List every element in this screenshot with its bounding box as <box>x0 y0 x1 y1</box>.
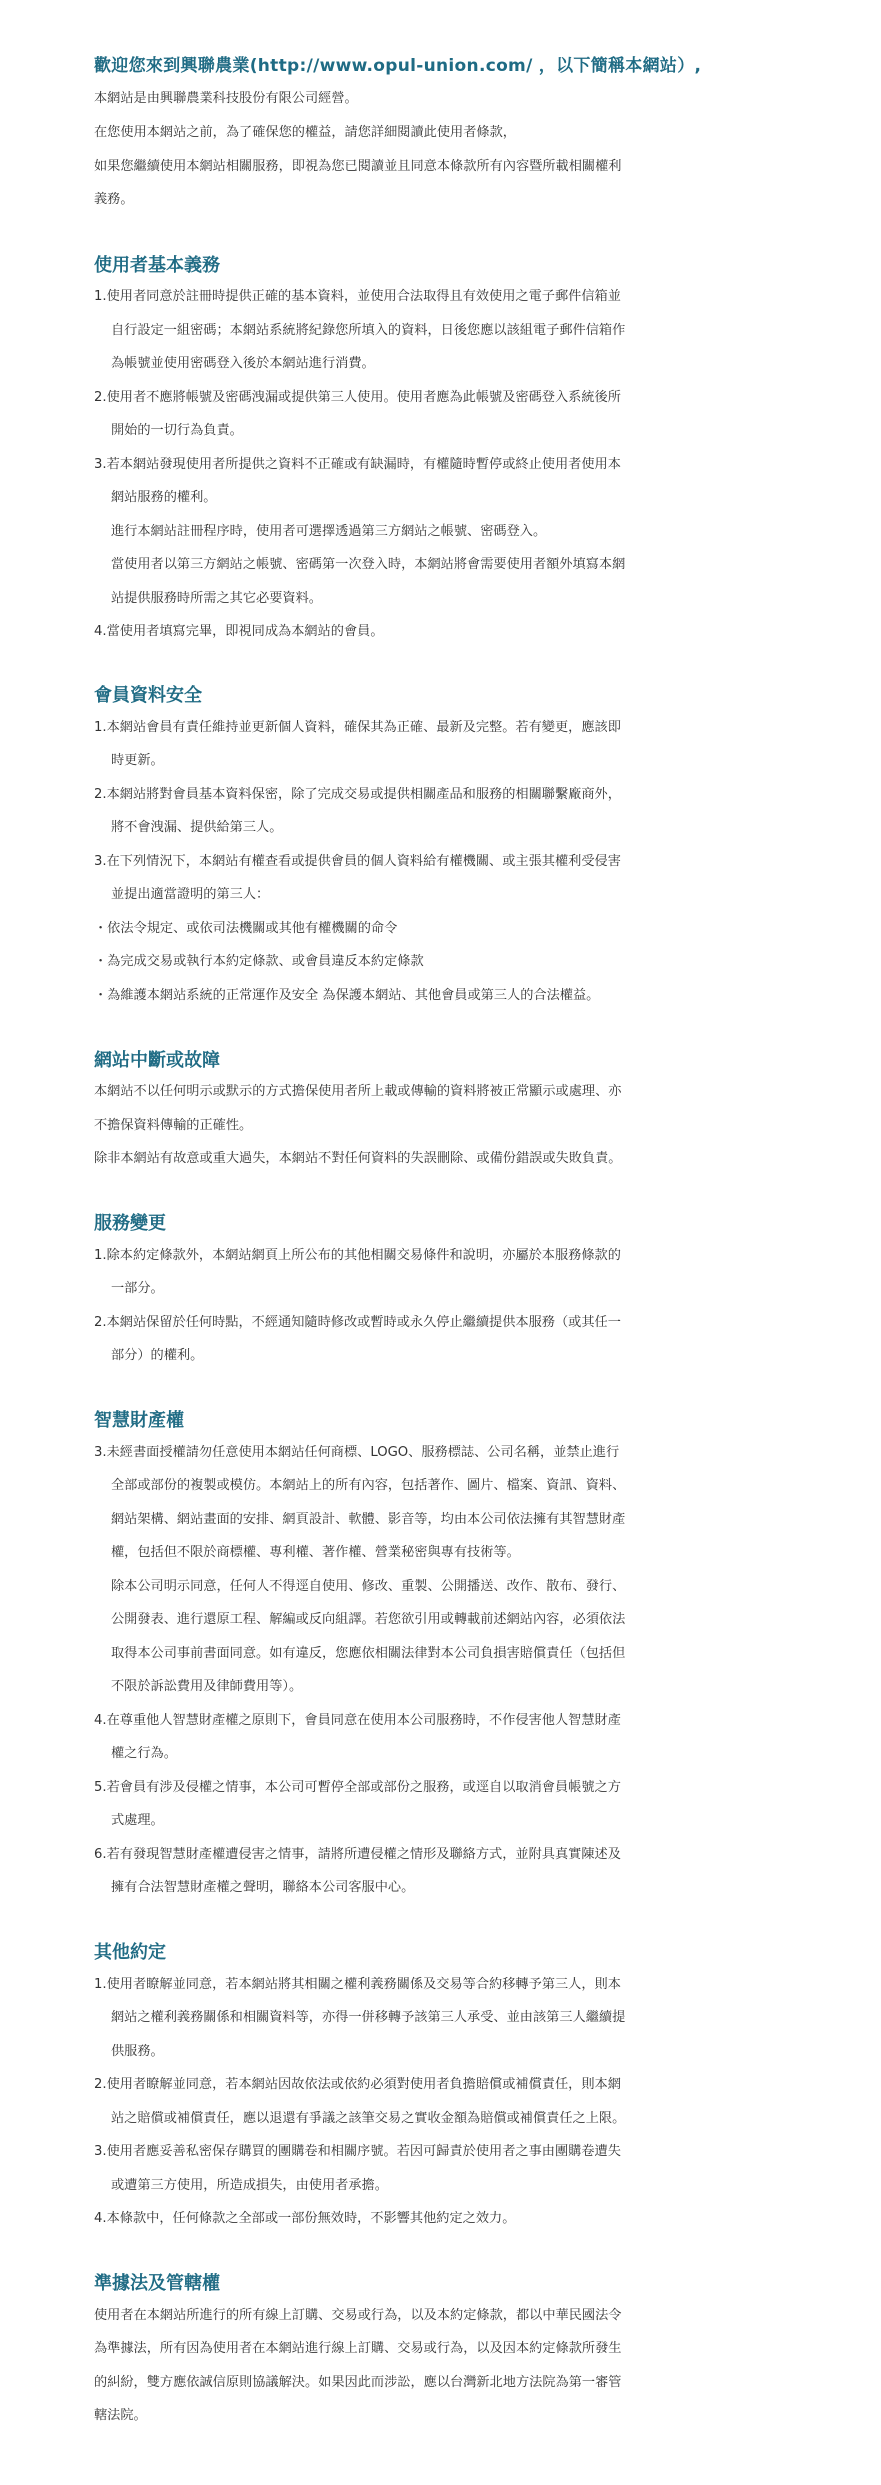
section-line: 1.使用者瞭解並同意，若本網站將其相關之權利義務關係及交易等合約移轉予第三人，則本 <box>94 1977 621 1992</box>
intro-line: 如果您繼續使用本網站相關服務，即視為您已閱讀並且同意本條款所有內容暨所載相關權利 <box>94 159 622 174</box>
section-line: 3.使用者應妥善私密保存購買的團購卷和相關序號。若因可歸責於使用者之事由團購卷遭失 <box>94 2144 621 2159</box>
section-line: 部分）的權利。 <box>111 1348 204 1363</box>
section-line: 不限於訴訟費用及律師費用等）。 <box>111 1679 303 1694</box>
section-line: 4.本條款中，任何條款之全部或一部份無效時，不影響其他約定之效力。 <box>94 2211 516 2226</box>
section-line: 本網站不以任何明示或默示的方式擔保使用者所上載或傳輸的資料將被正常顯示或處理、亦 <box>94 1084 622 1099</box>
section-line: 進行本網站註冊程序時，使用者可選擇透過第三方網站之帳號、密碼登入。 <box>111 524 547 539</box>
section-line: 或遭第三方使用，所造成損失，由使用者承擔。 <box>111 2178 388 2193</box>
intro-title: 歡迎您來到興聯農業(http://www.opul-union.com/ ，以下簡稱本網站）, <box>94 56 702 76</box>
bullet-line: ・為完成交易或執行本約定條款、或會員違反本約定條款 <box>94 954 424 969</box>
section-line: 5.若會員有涉及侵權之情事，本公司可暫停全部或部份之服務，或逕自以取消會員帳號之方 <box>94 1780 621 1795</box>
section-line: 網站之權利義務關係和相關資料等，亦得一併移轉予該第三人承受、並由該第三人繼續提 <box>111 2010 626 2025</box>
section-title-site-interruption: 網站中斷或故障 <box>94 1050 220 1071</box>
section-line: 3.若本網站發現使用者所提供之資料不正確或有缺漏時，有權隨時暫停或終止使用者使用本 <box>94 457 621 472</box>
section-line: 2.本網站保留於任何時點，不經通知隨時修改或暫時或永久停止繼續提供本服務（或其任一 <box>94 1315 621 1330</box>
section-line: 公開發表、進行還原工程、解編或反向組譯。若您欲引用或轉載前述網站內容，必須依法 <box>111 1612 626 1627</box>
section-line: 3.在下列情況下，本網站有權查看或提供會員的個人資料給有權機關、或主張其權利受侵害 <box>94 854 621 869</box>
section-line: 式處理。 <box>111 1813 164 1828</box>
section-line: 權，包括但不限於商標權、專利權、著作權、營業秘密與專有技術等。 <box>111 1545 520 1560</box>
section-line: 1.除本約定條款外，本網站網頁上所公布的其他相關交易條件和說明，亦屬於本服務條款的 <box>94 1248 621 1263</box>
section-line: 網站架構、網站畫面的安排、網頁設計、軟體、影音等，均由本公司依法擁有其智慧財產 <box>111 1512 626 1527</box>
section-line: 1.本網站會員有責任維持並更新個人資料，確保其為正確、最新及完整。若有變更，應該即 <box>94 720 621 735</box>
section-line: 站之賠償或補償責任，應以退還有爭議之該筆交易之實收金額為賠償或補償責任之上限。 <box>111 2111 626 2126</box>
section-line: 供服務。 <box>111 2044 164 2059</box>
section-line: 一部分。 <box>111 1281 164 1296</box>
section-line: 2.本網站將對會員基本資料保密，除了完成交易或提供相關產品和服務的相關聯繫廠商外， <box>94 787 621 802</box>
bullet-line: ・為維護本網站系統的正常運作及安全 為保護本網站、其他會員或第三人的合法權益。 <box>94 988 600 1003</box>
section-line: 的糾紛，雙方應依誠信原則協議解決。如果因此而涉訟，應以台灣新北地方法院為第一審管 <box>94 2375 622 2390</box>
section-line: 擁有合法智慧財產權之聲明，聯絡本公司客服中心。 <box>111 1880 415 1895</box>
section-line: 權之行為。 <box>111 1746 177 1761</box>
section-line: 將不會洩漏、提供給第三人。 <box>111 820 283 835</box>
section-line: 除本公司明示同意，任何人不得逕自使用、修改、重製、公開播送、改作、散布、發行、 <box>111 1579 626 1594</box>
intro-line: 本網站是由興聯農業科技股份有限公司經營。 <box>94 91 358 106</box>
section-title-member-data-security: 會員資料安全 <box>94 685 202 706</box>
section-line: 3.未經書面授權請勿任意使用本網站任何商標、LOGO、服務標誌、公司名稱，並禁止進行 <box>94 1445 620 1460</box>
section-line: 轄法院。 <box>94 2408 147 2423</box>
section-line: 自行設定一組密碼；本網站系統將紀錄您所填入的資料，日後您應以該組電子郵件信箱作 <box>111 323 626 338</box>
section-line: 除非本網站有故意或重大過失，本網站不對任何資料的失誤刪除、或備份錯誤或失敗負責。 <box>94 1151 622 1166</box>
section-line: 4.當使用者填寫完畢，即視同成為本網站的會員。 <box>94 624 384 639</box>
section-line: 使用者在本網站所進行的所有線上訂購、交易或行為，以及本約定條款，都以中華民國法令 <box>94 2308 622 2323</box>
section-line: 為帳號並使用密碼登入後於本網站進行消費。 <box>111 356 375 371</box>
section-line: 站提供服務時所需之其它必要資料。 <box>111 591 322 606</box>
section-line: 全部或部份的複製或模仿。本網站上的所有內容，包括著作、圖片、檔案、資訊、資料、 <box>111 1478 626 1493</box>
section-title-governing-law: 準據法及管轄權 <box>94 2273 220 2294</box>
section-title-service-changes: 服務變更 <box>94 1213 166 1234</box>
section-line: 開始的一切行為負責。 <box>111 423 243 438</box>
section-line: 2.使用者不應將帳號及密碼洩漏或提供第三人使用。使用者應為此帳號及密碼登入系統後所 <box>94 390 621 405</box>
section-line: 取得本公司事前書面同意。如有違反，您應依相關法律對本公司負損害賠償責任（包括但 <box>111 1646 626 1661</box>
section-line: 網站服務的權利。 <box>111 490 217 505</box>
section-line: 4.在尊重他人智慧財產權之原則下，會員同意在使用本公司服務時，不作侵害他人智慧財產 <box>94 1713 621 1728</box>
section-line: 6.若有發現智慧財產權遭侵害之情事，請將所遭侵權之情形及聯絡方式，並附具真實陳述及 <box>94 1847 621 1862</box>
section-line: 時更新。 <box>111 753 164 768</box>
section-title-other-agreements: 其他約定 <box>94 1942 166 1963</box>
section-title-user-obligations: 使用者基本義務 <box>94 255 220 276</box>
bullet-line: ・依法令規定、或依司法機關或其他有權機關的命令 <box>94 921 398 936</box>
section-line: 2.使用者瞭解並同意，若本網站因故依法或依約必須對使用者負擔賠償或補償責任，則本網 <box>94 2077 621 2092</box>
section-line: 並提出適當證明的第三人： <box>111 887 270 902</box>
section-line: 當使用者以第三方網站之帳號、密碼第一次登入時，本網站將會需要使用者額外填寫本網 <box>111 557 626 572</box>
intro-line: 在您使用本網站之前，為了確保您的權益，請您詳細閱讀此使用者條款， <box>94 125 516 140</box>
section-line: 為準據法，所有因為使用者在本網站進行線上訂購、交易或行為，以及因本約定條款所發生 <box>94 2341 622 2356</box>
section-line: 不擔保資料傳輸的正確性。 <box>94 1118 253 1133</box>
intro-line: 義務。 <box>94 192 134 207</box>
section-line: 1.使用者同意於註冊時提供正確的基本資料，並使用合法取得且有效使用之電子郵件信箱並 <box>94 289 621 304</box>
section-title-intellectual-property: 智慧財產權 <box>94 1410 184 1431</box>
